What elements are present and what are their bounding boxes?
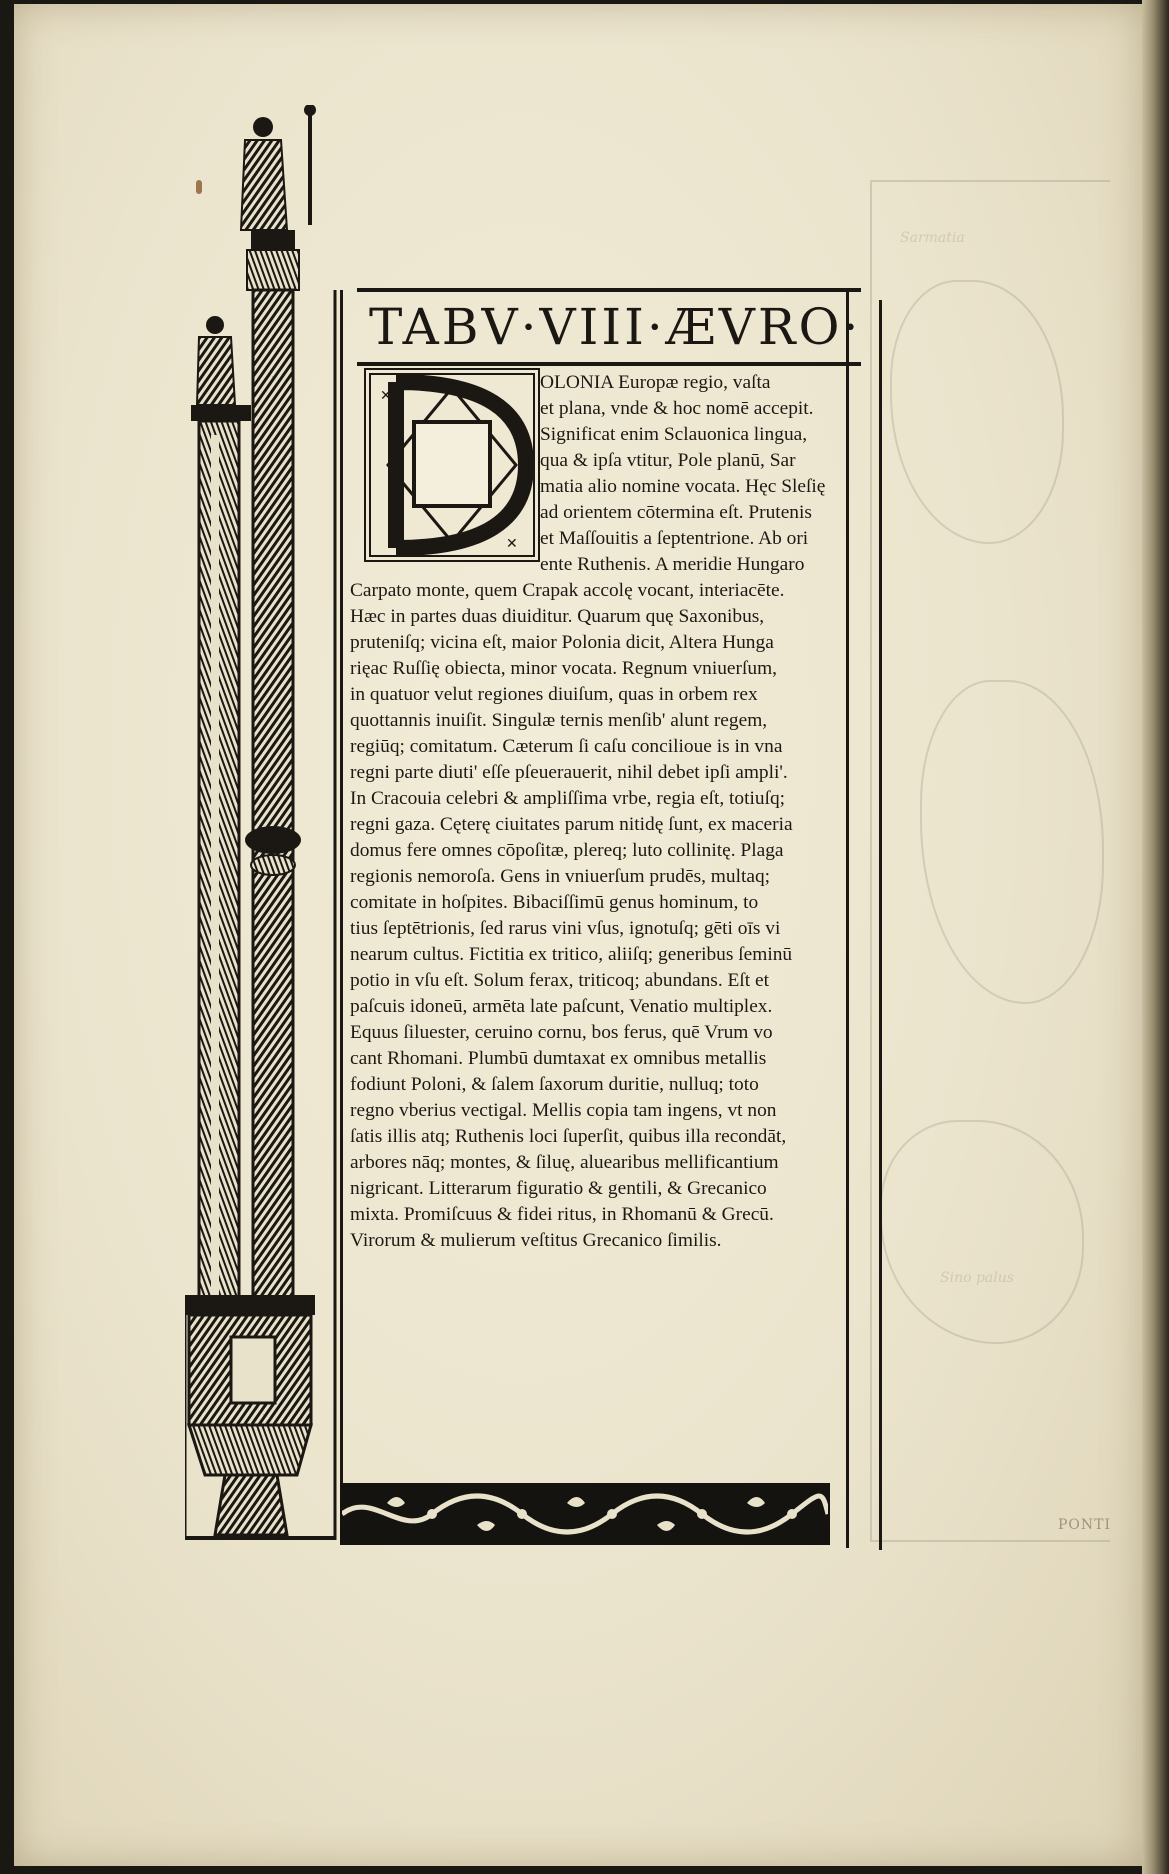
text-line: potio in vſu eſt. Solum ferax, triticoq; abundans. Eſt et [350,970,769,991]
text-line: nearum cultus. Fictitia ex tritico, aliiſq; generibus ſeminū [350,944,793,965]
text-line: ad orientem cōtermina eſt. Prutenis [540,502,812,523]
bleed-word: Sino palus [940,1270,1014,1286]
text-line: OLONIA Europæ regio, vaſta [540,372,771,393]
text-line: pruteniſq; vicina eſt, maior Polonia dicit, Altera Hunga [350,632,774,653]
text-line: ſatis illis atq; Ruthenis loci ſuperſit, quibus illa recondāt, [350,1126,787,1147]
text-line: qua & ipſa vtitur, Pole planū, Sar [540,450,796,471]
text-line: in quatuor velut regiones diuiſum, quas in orbem rex [350,684,758,705]
page-title: TABV·VIII·ÆVRO· [369,298,862,356]
bleed-page-label: PONTI [1058,1517,1112,1533]
page-edge [1142,0,1169,1874]
svg-text:✕: ✕ [506,536,518,552]
text-line: mixta. Promiſcuus & fidei ritus, in Rhomanū & Grecū. [350,1204,774,1225]
text-line: et plana, vnde & hoc nomē accepit. [540,398,814,419]
text-line: Significat enim Sclauonica lingua, [540,424,808,445]
text-line: quottannis inuiſit. Singulæ ternis menſib' alunt regem, [350,710,768,731]
text-line: nigricant. Litterarum figuratio & gentili, & Grecanico [350,1178,767,1199]
text-line: arbores nāq; montes, & ſiluę, aluearibus mellificantium [350,1152,779,1173]
text-line: regni parte diuti' eſſe pſeuerauerit, nihil debet ipſi ampli'. [350,762,788,783]
text-line: Virorum & mulierum veſtitus Grecanico ſimilis. [350,1230,722,1251]
text-line: et Maſſouitis a ſeptentrione. Ab ori [540,528,809,549]
text-line: domus fere omnes cōpoſitæ, plereq; luto collinitę. Plaga [350,840,784,861]
text-line: fodiunt Poloni, & ſalem ſaxorum duritie, nulluq; toto [350,1074,759,1095]
text-line: Equus ſiluester, ceruino cornu, bos ferus, quē Vrum vo [350,1022,773,1043]
text-line: rięac Ruſſię obiecta, minor vocata. Regnum vniuerſum, [350,658,778,679]
text-line: regionis nemoroſa. Gens in vniuerſum prudēs, multaq; [350,866,771,887]
text-line: In Cracouia celebri & ampliſſima vrbe, regia eſt, totiuſq; [350,788,786,809]
text-line: ente Ruthenis. A meridie Hungaro [540,554,805,575]
text-line: matia alio nomine vocata. Hęc Sleſię [540,476,826,497]
text-line: cant Rhomani. Plumbū dumtaxat ex omnibus metallis [350,1048,767,1069]
text-line: regni gaza. Cęterę ciuitates parum nitidę ſunt, ex maceria [350,814,793,835]
floral-border-icon [342,1485,828,1543]
text-line: regno vberius vectigal. Mellis copia tam ingens, vt non [350,1100,777,1121]
title-bar [357,288,861,366]
column-woodcut-icon [185,105,355,1540]
floral-border [340,1483,830,1545]
frame-rule-outer [879,300,882,1550]
text-line: Carpato monte, quem Crapak accolę vocant, interiacēte. [350,580,785,601]
bleed-through-map [860,160,1120,1580]
text-line: tius ſeptētrionis, ſed rarus vini vſus, ignotuſq; gēti oīs vi [350,918,781,939]
text-line: comitate in hoſpites. Bibaciſſimū genus hominum, to [350,892,759,913]
text-line: regiūq; comitatum. Cæterum ſi caſu concilioue is in vna [350,736,783,757]
svg-text:✕: ✕ [380,388,392,404]
frame-rule-left [340,290,343,1545]
text-line: Hæc in partes duas diuiditur. Quarum quę Saxonibus, [350,606,765,627]
body-text [350,370,850,1254]
text-line: paſcuis idoneū, armēta late paſcunt, Venatio multiplex. [350,996,773,1017]
bleed-word: Sarmatia [900,230,965,246]
